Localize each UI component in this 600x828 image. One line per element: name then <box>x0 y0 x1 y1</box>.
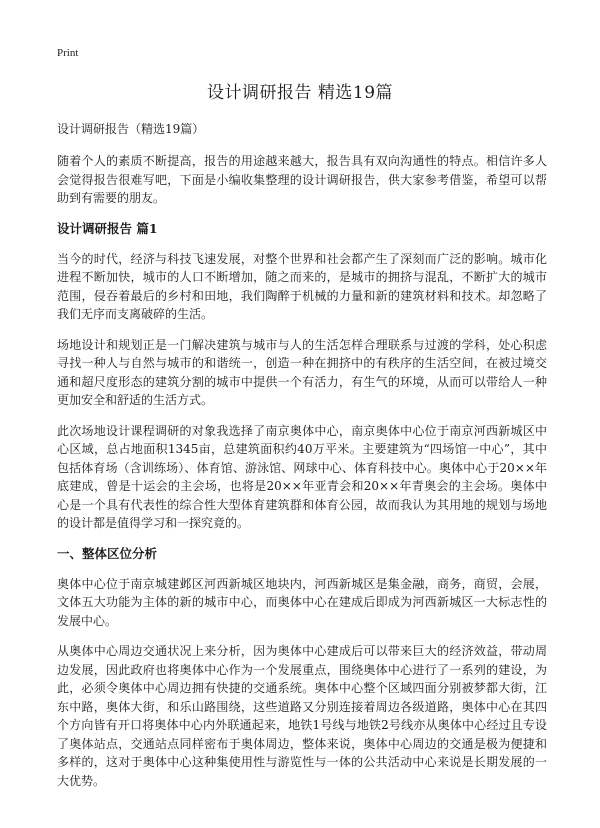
document-subtitle: 设计调研报告（精选19篇） <box>57 122 205 136</box>
intro-paragraph: 随着个人的素质不断提高，报告的用途越来越大，报告具有双向沟通性的特点。相信许多人会觉得报告很难写吧，下面是小编收集整理的设计调研报告，供大家参考借鉴，希望可以帮助到有需要的朋友。 <box>57 154 547 205</box>
article-heading: 设计调研报告 篇1 <box>57 220 158 236</box>
body-paragraph: 当今的时代，经济与科技飞速发展，对整个世界和社会都产生了深刻而广泛的影响。城市化进程不断加快，城市的人口不断增加，随之而来的，是城市的拥挤与混乱，不断扩大的城市范围，侵吞着最后的乡村和田地，我们陶醉于机械的力量和新的建筑材料和技术。却忽略了我们无序而支离破碎的生活。 <box>57 251 547 321</box>
page-title: 设计调研报告 精选19篇 <box>206 83 394 103</box>
body-paragraph: 此次场地设计课程调研的对象我选择了南京奥体中心，南京奥体中心位于南京河西新城区中心区域，总占地面积1345亩，总建筑面积约40万平米。主要建筑为“四场馆一中心”，其中包括体育场（含训练场）、体育馆、游泳馆、网球中心、体育科技中心。奥体中心于20××年底建成，曾是十运会的主会场，也将是20××年亚青会和20××年青奥会的主会场。奥体中心是一个具有代表性的综合性大型体育建筑群和体育公园，故而我认为其用地的规划与场地的设计都是值得学习和一探究竟的。 <box>57 423 547 530</box>
section-heading: 一、整体区位分析 <box>57 545 158 561</box>
body-paragraph: 场地设计和规划正是一门解决建筑与城市与人的生活怎样合理联系与过渡的学科，处心积虑寻找一种人与自然与城市的和谐统一，创造一种在拥挤中的有秩序的生活空间，在被过境交通和超尺度形态的建筑分割的城市中提供一个有活力，有生气的环境，从而可以带给人一种更加安全和舒适的生活方式。 <box>57 337 547 407</box>
document-body <box>57 120 547 802</box>
body-paragraph: 从奥体中心周边交通状况上来分析，因为奥体中心建成后可以带来巨大的经济效益，带动周边发展，因此政府也将奥体中心作为一个发展重点，围绕奥体中心进行了一系列的建设，为此，必须令奥体中心周边拥有快捷的交通系统。奥体中心整个区域四面分别被梦都大街，江东中路，奥体大街，和乐山路围绕，这些道路又分别连接着周边各级道路，奥体中心在其四个方向皆有开口将奥体中心内外联通起来，地铁1号线与地铁2号线亦从奥体中心经过且专设了奥体站点，交通站点同样密布于奥体周边，整体来说，奥体中心周边的交通是极为便捷和多样的，这对于奥体中心这种集使用性与游览性与一体的公共活动中心来说是长期发展的一大优势。 <box>57 644 547 788</box>
print-link[interactable]: Print <box>57 47 79 59</box>
body-paragraph: 奥体中心位于南京城建邺区河西新城区地块内，河西新城区是集金融，商务，商贸，会展，文体五大功能为主体的新的城市中心，而奥体中心在建成后即成为河西新城区一大标志性的发展中心。 <box>57 576 547 628</box>
